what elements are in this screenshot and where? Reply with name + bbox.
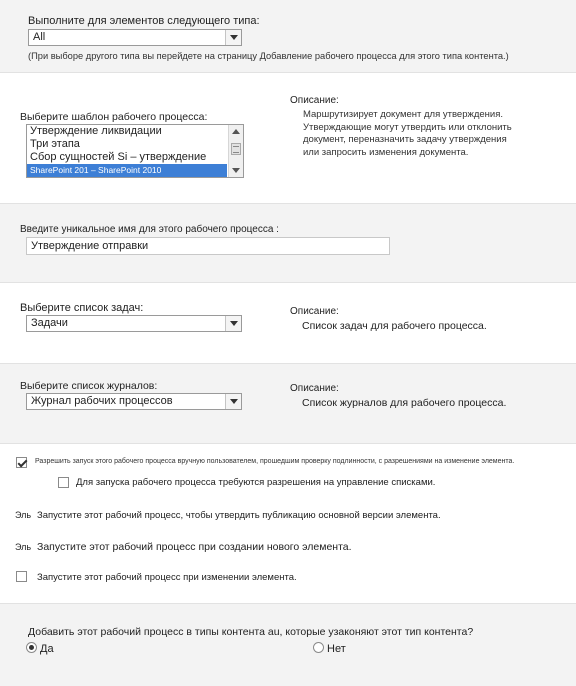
task-list-selected: Задачи <box>31 317 68 329</box>
publish-prefix: Эль <box>15 510 32 520</box>
template-scrollbar[interactable] <box>228 125 243 177</box>
template-description-label: Описание: <box>290 95 339 106</box>
change-start-checkbox[interactable] <box>16 571 27 582</box>
scroll-up-icon[interactable] <box>232 129 240 134</box>
content-types-question: Добавить этот рабочий процесс в типы контента au, которые узаконяют этот тип контента? <box>28 626 474 638</box>
divider <box>0 282 576 283</box>
description-line: Утверждающие могут утвердить или отклонить <box>303 121 512 133</box>
template-listbox[interactable] <box>26 124 244 178</box>
chevron-down-icon[interactable] <box>225 30 241 45</box>
workflow-name-input[interactable] <box>26 237 390 255</box>
history-list-description: Список журналов для рабочего процесса. <box>302 397 507 409</box>
publish-start-label: Запустите этот рабочий процесс, чтобы утвердить публикацию основной версии элемента. <box>37 510 441 521</box>
history-list-selected: Журнал рабочих процессов <box>31 395 173 407</box>
task-list-label: Выберите список задач: <box>20 302 144 314</box>
template-description <box>303 109 512 159</box>
no-radio[interactable] <box>313 642 324 653</box>
create-prefix: Эль <box>15 542 32 552</box>
manual-start-checkbox[interactable] <box>16 457 27 468</box>
change-start-label: Запустите этот рабочий процесс при изменении элемента. <box>37 572 297 583</box>
chevron-down-icon[interactable] <box>225 394 241 409</box>
description-line: документ, переназначить задачу утверждения <box>303 134 507 145</box>
require-manage-label: Для запуска рабочего процесса требуются разрешения на управление списками. <box>76 477 436 488</box>
template-option-selected[interactable]: SharePoint 201 – SharePoint 2010 <box>27 164 227 177</box>
history-list-label: Выберите список журналов: <box>20 380 158 392</box>
name-label: Введите уникальное имя для этого рабочего процесса : <box>20 224 279 235</box>
yes-label: Да <box>40 643 54 655</box>
divider <box>0 443 576 444</box>
require-manage-checkbox[interactable] <box>58 477 69 488</box>
template-label: Выберите шаблон рабочего процесса: <box>20 111 208 123</box>
history-list-select[interactable] <box>26 393 242 410</box>
chevron-down-icon[interactable] <box>225 316 241 331</box>
content-type-select[interactable] <box>28 29 242 46</box>
task-list-description-label: Описание: <box>290 306 339 317</box>
scroll-thumb[interactable] <box>231 143 241 155</box>
content-type-label: Выполните для элементов следующего типа: <box>28 15 260 27</box>
task-list-description: Список задач для рабочего процесса. <box>302 320 487 332</box>
yes-radio[interactable] <box>26 642 37 653</box>
content-types-section <box>0 604 576 686</box>
content-type-note: (При выборе другого типа вы перейдете на страницу Добавление рабочего процесса для этого типа контента.) <box>28 51 509 61</box>
task-list-select[interactable] <box>26 315 242 332</box>
template-option[interactable]: Сбор сущностей Si – утверждение <box>30 151 207 163</box>
content-type-selected: All <box>33 31 46 43</box>
scroll-down-icon[interactable] <box>232 168 240 173</box>
template-option[interactable]: Три этапа <box>30 138 80 150</box>
divider <box>0 72 576 73</box>
template-option[interactable]: Утверждение ликвидации <box>30 125 162 137</box>
create-start-label: Запустите этот рабочий процесс при создании нового элемента. <box>37 541 352 553</box>
history-list-description-label: Описание: <box>290 383 339 394</box>
manual-start-label: Разрешить запуск этого рабочего процесса вручную пользователем, прошедшим проверку подлинности, с разрешениями на изменение элемента. <box>35 458 515 465</box>
description-line: Маршрутизирует документ для утверждения. <box>303 109 504 120</box>
description-line: или запросить изменения документа. <box>303 146 469 158</box>
no-label: Нет <box>327 643 346 655</box>
